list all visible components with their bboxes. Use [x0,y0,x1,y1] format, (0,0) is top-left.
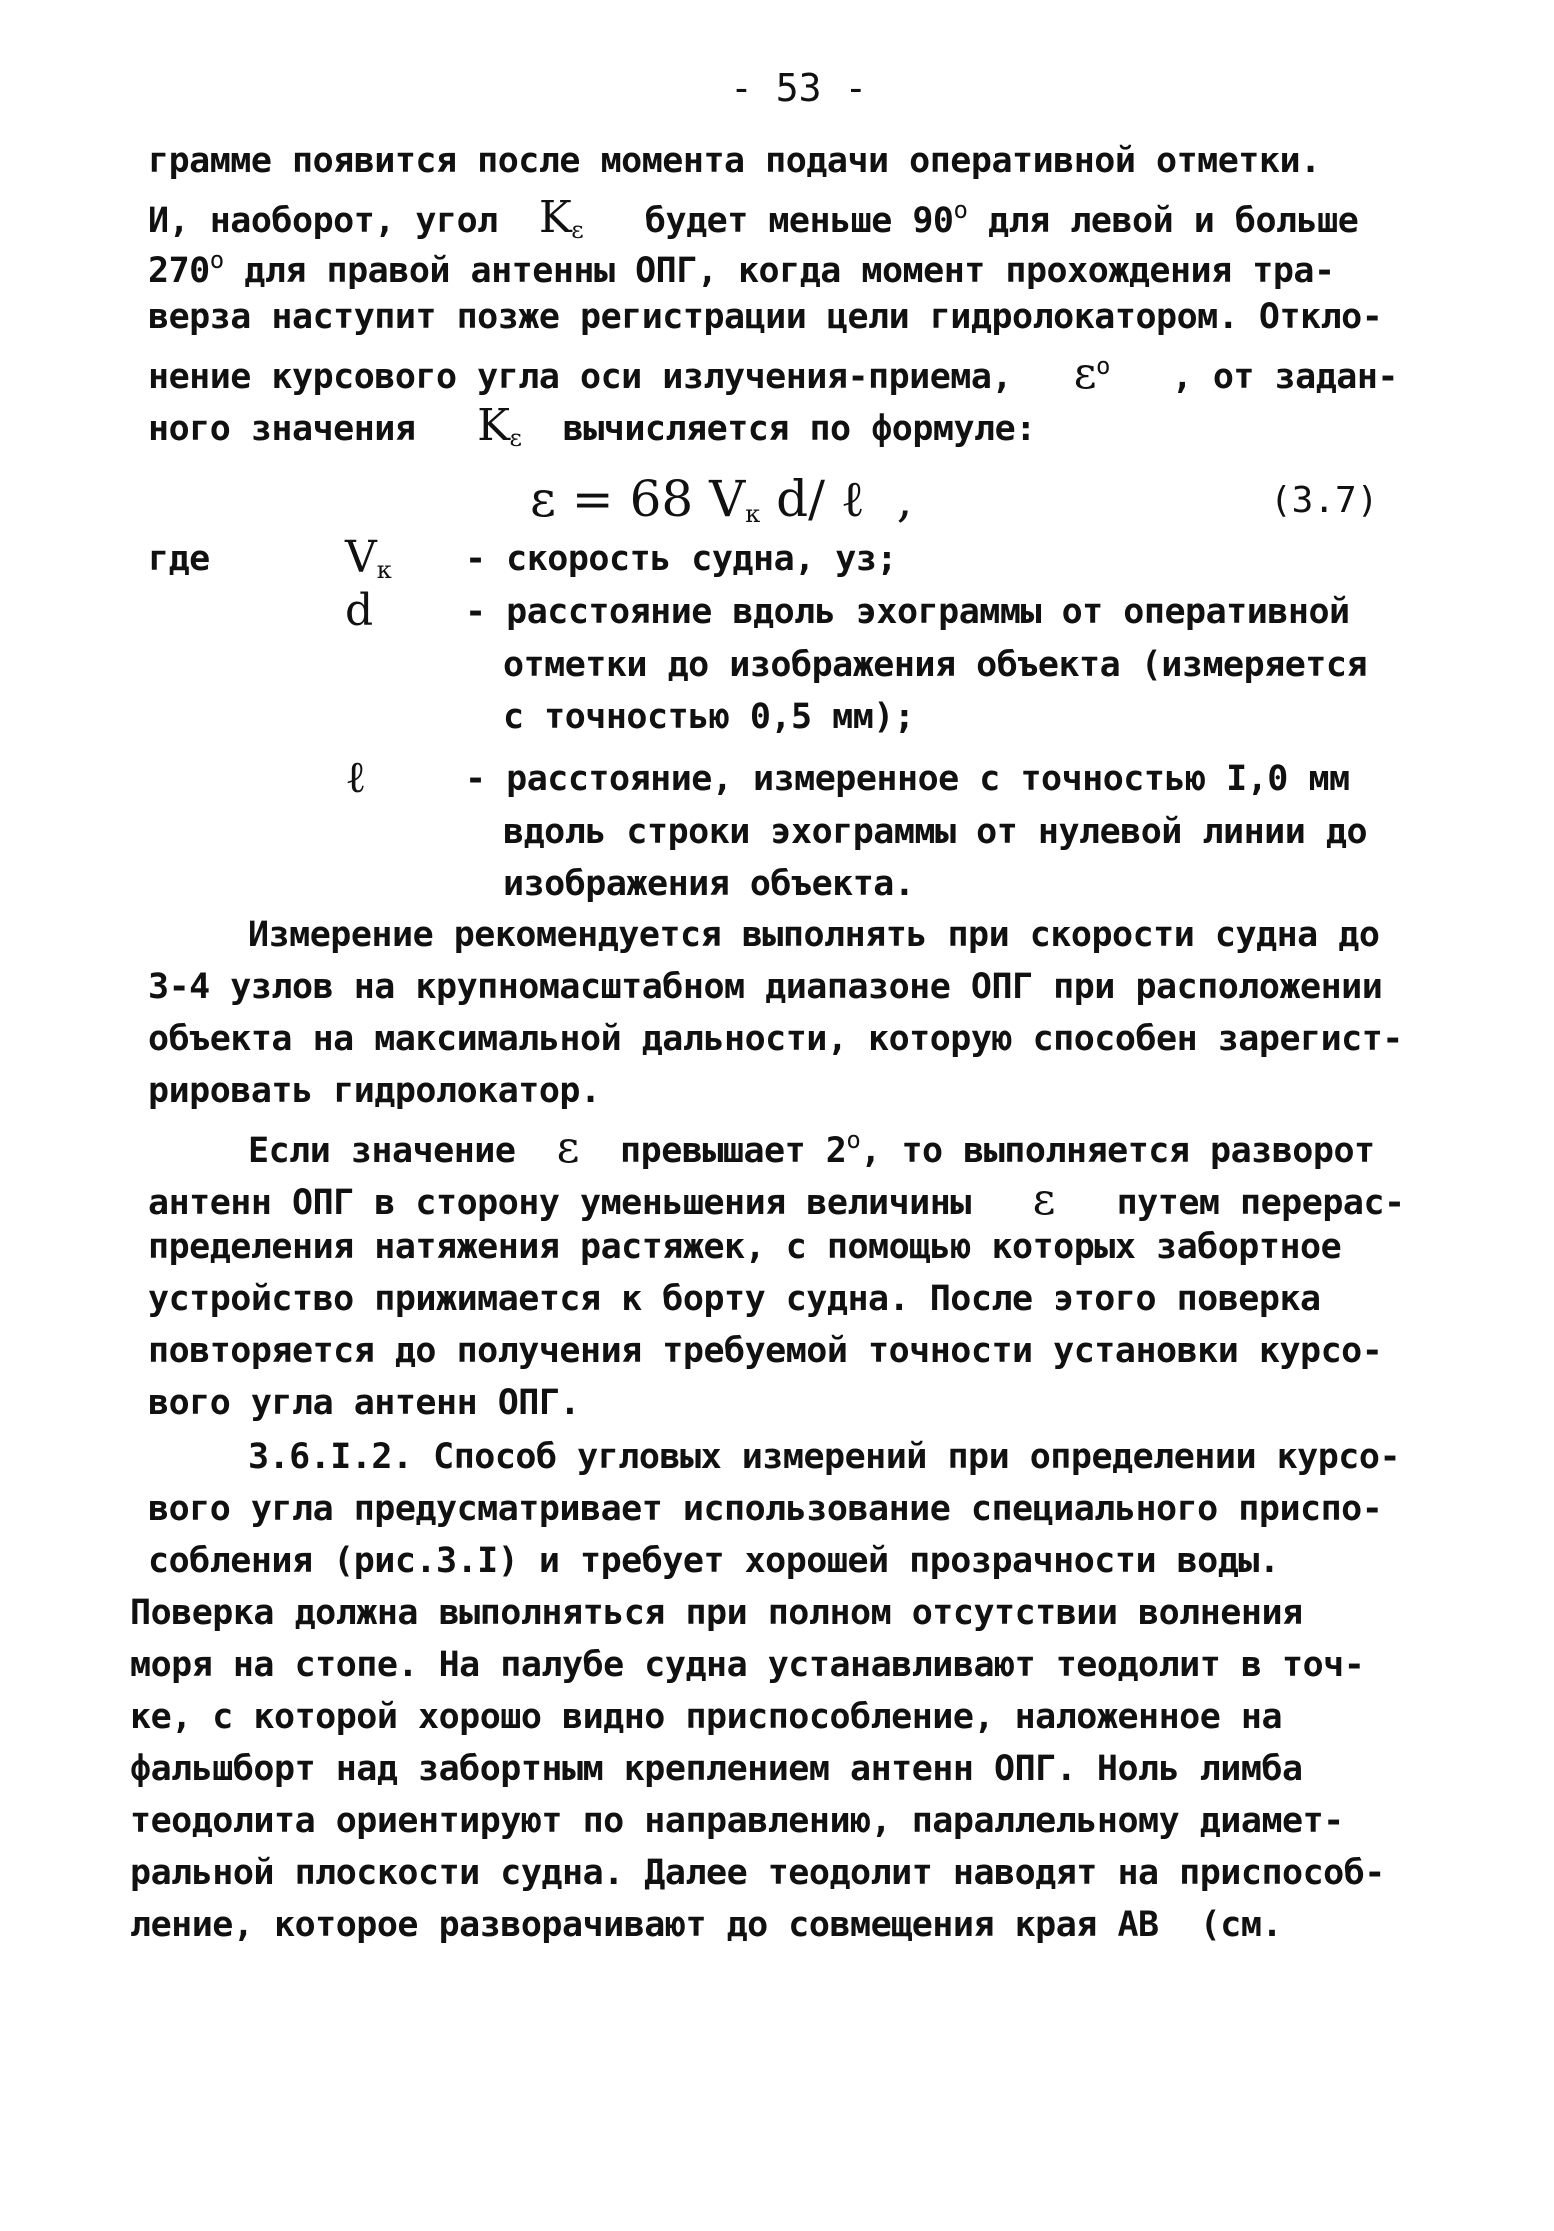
variable-l: ℓ [345,752,367,803]
text-line: Измерение рекомендуется выполнять при скорости судна до [248,915,1380,955]
epsilon-symbol: ε [556,1122,579,1173]
definition-line: с точностью 0,5 мм); [503,697,915,737]
text-line: Поверка должна выполняться при полном отсутствии волнения [130,1593,1303,1633]
variable-d: d [345,585,374,636]
text-fragment: ного значения [148,409,416,449]
definition-line: изображения объекта. [503,864,915,904]
page-number: - 53 - [730,66,868,110]
text-fragment: , от задан- [1171,357,1398,397]
text-line: теодолита ориентируют по направлению, параллельному диамет- [130,1801,1344,1841]
definition-line: - расстояние вдоль эхограммы от оперативной [465,592,1350,632]
text-fragment: И, наоборот, угол [148,201,498,241]
text-line: повторяется до получения требуемой точности установки курсо- [148,1331,1383,1371]
text-line: ральной плоскости судна. Далее теодолит наводят на приспособ- [130,1853,1385,1893]
k-epsilon-symbol: Kε [538,192,584,244]
text-line: грамме появится после момента подачи оперативной отметки. [148,141,1321,181]
formula: ε = 68 Vк d/ ℓ , [530,470,913,528]
text-line [148,348,1398,399]
text-line: фальшборт над забортным креплением антенн ОПГ. Ноль лимба [130,1749,1303,1789]
epsilon-symbol: ε [1032,1174,1055,1225]
text-line [148,192,1359,244]
degree-symbol: o [953,196,968,224]
text-line: ление, которое разворачивают до совмещения края АВ (см. [130,1905,1283,1945]
text-fragment: нение курсового угла оси излучения-приема, [148,357,1013,397]
text-line: рировать гидролокатор. [148,1071,601,1111]
text-fragment: для правой антенны ОПГ, когда момент прохождения тра- [244,251,1335,291]
text-line: вого угла предусматривает использование специального приспо- [148,1489,1383,1529]
degree-symbol: o [846,1126,861,1154]
text-line: объекта на максимальной дальности, которую способен зарегист- [148,1019,1403,1059]
definition-line: вдоль строки эхограммы от нулевой линии до [503,812,1368,852]
text-line [148,400,1036,452]
text-fragment: для левой и больше [988,201,1359,241]
text-line: верза наступит позже регистрации цели гидролокатором. Откло- [148,297,1383,337]
text-fragment: вычисляется по формуле: [562,409,1036,449]
definition-line: - скорость судна, уз; [465,539,898,579]
text-fragment: 270 [148,251,210,291]
k-epsilon-symbol: Kε [477,400,522,452]
definition-line: отметки до изображения объекта (измеряется [503,645,1368,685]
variable-vk: Vк [345,532,392,584]
definition-line: - расстояние, измеренное с точностью I,0 мм [465,759,1350,799]
text-line: пределения натяжения растяжек, с помощью которых забортное [148,1227,1342,1267]
where-label: где [148,539,210,579]
epsilon-symbol: ε [1073,348,1097,399]
text-line: антенн ОПГ в сторону уменьшения величины ε путем перерас- [148,1174,1405,1225]
text-line [148,248,1335,289]
text-line: 3.6.I.2. Способ угловых измерений при определении курсо- [248,1437,1401,1477]
text-line: 3-4 узлов на крупномасштабном диапазоне ОПГ при расположении [148,967,1383,1007]
degree-symbol: o [209,246,224,274]
formula-number: (3.7) [1270,480,1379,521]
text-line: собления (рис.3.I) и требует хорошей прозрачности воды. [148,1541,1280,1581]
degree-symbol: o [1096,352,1110,380]
text-fragment: будет меньше 90 [644,201,954,241]
text-line: ке, с которой хорошо видно приспособление, наложенное на [130,1697,1283,1737]
text-line: вого угла антенн ОПГ. [148,1383,581,1423]
text-line: Если значение ε превышает 2$^o$, то выполняется разворот [248,1122,1375,1173]
text-line: моря на стопе. На палубе судна устанавливают теодолит в точ- [130,1645,1365,1685]
text-line: устройство прижимается к борту судна. После этого поверка [148,1279,1321,1319]
